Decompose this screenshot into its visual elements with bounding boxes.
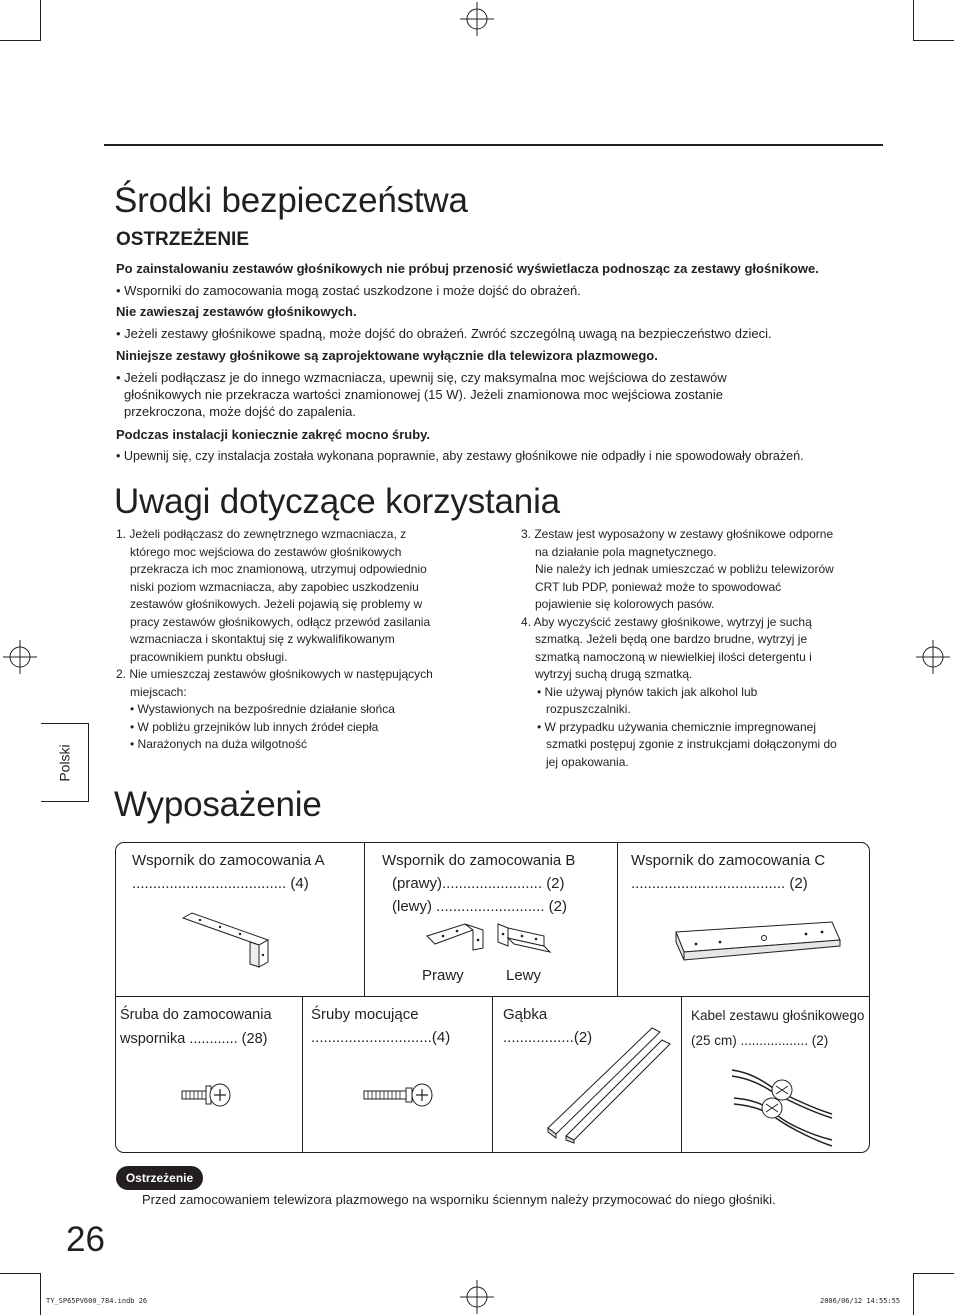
usage-line: CRT lub PDP, ponieważ może to spowodować bbox=[535, 579, 782, 594]
sponge-icon bbox=[544, 1022, 674, 1144]
safety-line: Podczas instalacji koniecznie zakręć mocno śruby. bbox=[116, 427, 431, 442]
table-divider bbox=[492, 996, 493, 1152]
usage-line: szmatką. Jeżeli będą one bardzo brudne, wytrzyj je bbox=[535, 632, 808, 646]
usage-line: pojawienie się kolorowych pasów. bbox=[535, 597, 715, 611]
usage-line: wytrzyj suchą drugą szmatką. bbox=[535, 667, 693, 681]
safety-line: • Jeżeli zestawy głośnikowe spadną, może dojść do obrażeń. Zwróć szczególną uwagą na bezpieczeństwo dzieci. bbox=[116, 326, 772, 341]
safety-line: Niniejsze zestawy głośnikowe są zaprojektowane wyłącznie dla telewizora plazmowego. bbox=[116, 348, 658, 363]
usage-line: miejscach: bbox=[130, 684, 187, 699]
header-rule bbox=[104, 144, 883, 146]
accessory-bracket-c bbox=[631, 849, 825, 895]
usage-left-column bbox=[116, 526, 476, 754]
table-divider bbox=[364, 843, 365, 996]
crop-mark bbox=[40, 1273, 41, 1315]
safety-line: • Wsporniki do zamocowania mogą zostać uszkodzone i może dojść do obrażeń. bbox=[116, 283, 581, 298]
accessories-title: Wyposażenie bbox=[114, 785, 322, 824]
crop-mark bbox=[913, 1273, 954, 1274]
screw-icon bbox=[180, 1080, 234, 1110]
safety-title: Środki bezpieczeństwa bbox=[114, 181, 468, 220]
usage-line: Nie należy ich jednak umieszczać w pobliżu telewizorów bbox=[535, 562, 834, 576]
registration-mark-icon bbox=[460, 1280, 494, 1314]
accessory-qty: .............................(4) bbox=[311, 1029, 451, 1046]
language-tab bbox=[41, 723, 89, 802]
usage-line: wzmacniacza i skontaktuj się z wykwalifikowanym bbox=[130, 632, 395, 646]
usage-line: 2. Nie umieszczaj zestawów głośnikowych w następujących bbox=[116, 667, 433, 681]
accessory-qty-right: (prawy)........................ (2) bbox=[392, 875, 565, 892]
accessory-qty: (25 cm) .................. (2) bbox=[691, 1033, 829, 1048]
usage-line: • W pobliżu grzejników lub innych źródeł ciepła bbox=[130, 719, 379, 734]
warning-heading: OSTRZEŻENIE bbox=[116, 229, 250, 250]
accessory-qty: wspornika ............ (28) bbox=[120, 1031, 268, 1047]
registration-mark-icon bbox=[460, 2, 494, 36]
crop-mark bbox=[913, 0, 914, 41]
safety-line: przekroczona, może dojść do zapalenia. bbox=[124, 404, 356, 419]
safety-line: Po zainstalowaniu zestawów głośnikowych nie próbuj przenosić wyświetlacza podnosząc za zestawy głośnikowe. bbox=[116, 261, 819, 276]
accessory-qty: .................(2) bbox=[503, 1029, 593, 1046]
usage-line: 1. Jeżeli podłączasz do zewnętrznego wzmacniacza, z bbox=[116, 527, 407, 541]
usage-line: • Nie używaj płynów takich jak alkohol lub bbox=[537, 684, 758, 699]
accessory-name: Śruby mocujące bbox=[311, 1006, 419, 1023]
usage-line: rozpuszczalniki. bbox=[546, 702, 631, 716]
bracket-c-icon bbox=[672, 918, 842, 972]
usage-line: • Narażonych na duża wilgotność bbox=[130, 737, 307, 751]
accessory-name: Wspornik do zamocowania C bbox=[631, 852, 826, 869]
caption-left: Lewy bbox=[506, 967, 542, 984]
caption-right: Prawy bbox=[422, 967, 464, 984]
safety-line: Nie zawieszaj zestawów głośnikowych. bbox=[116, 304, 357, 319]
print-slug-file: TY_SP65PV600_784.indb 26 bbox=[46, 1297, 148, 1305]
usage-line: 4. Aby wyczyścić zestawy głośnikowe, wytrzyj je suchą bbox=[521, 614, 812, 629]
crop-mark bbox=[0, 1273, 41, 1274]
crop-mark bbox=[913, 40, 954, 41]
accessory-name: Wspornik do zamocowania B bbox=[382, 852, 576, 869]
usage-right-column bbox=[521, 526, 881, 771]
registration-mark-icon bbox=[3, 640, 37, 674]
accessory-name: Kabel zestawu głośnikowego bbox=[691, 1008, 865, 1023]
registration-mark-icon bbox=[916, 640, 950, 674]
accessory-bracket-a bbox=[132, 849, 325, 895]
usage-line: szmatką namoczoną w niewielkiej ilości detergentu i bbox=[535, 649, 812, 664]
usage-line: pracy zestawów głośnikowych, odłącz przewód zasilania bbox=[130, 614, 431, 629]
accessory-screw bbox=[120, 1003, 272, 1051]
bracket-a-icon bbox=[180, 910, 275, 970]
accessory-name: Wspornik do zamocowania A bbox=[132, 852, 325, 869]
speaker-cable-icon bbox=[728, 1058, 836, 1148]
accessory-bolts bbox=[311, 1003, 450, 1049]
safety-line: • Jeżeli podłączasz je do innego wzmacniacza, upewnij się, czy maksymalna moc wejściowa do zestawów bbox=[116, 370, 727, 385]
usage-line: jej opakowania. bbox=[546, 754, 629, 769]
safety-line: • Upewnij się, czy instalacja została wykonana poprawnie, aby zestawy głośnikowe nie odpadły i nie spowodowały obrażeń. bbox=[116, 449, 804, 463]
caution-text: Przed zamocowaniem telewizora plazmowego na wsporniku ściennym należy przymocować do niego głośniki. bbox=[142, 1192, 776, 1207]
usage-title: Uwagi dotyczące korzystania bbox=[114, 482, 560, 521]
language-tab-label: Polski bbox=[56, 743, 73, 782]
caution-badge: Ostrzeżenie bbox=[116, 1166, 203, 1190]
crop-mark bbox=[913, 1273, 914, 1315]
bracket-b-left-icon bbox=[492, 922, 554, 958]
usage-line: • Wystawionych na bezpośrednie działanie słońca bbox=[130, 702, 395, 716]
table-divider bbox=[681, 996, 682, 1152]
usage-line: • W przypadku używania chemicznie impregnowanej bbox=[537, 719, 816, 734]
accessory-qty: ..................................... (2) bbox=[631, 875, 808, 892]
safety-line: głośnikowych nie przekracza wartości znamionowej (15 W). Jeżeli znamionowa moc wejściowa zostanie bbox=[124, 387, 723, 402]
accessory-name: Śruba do zamocowania bbox=[120, 1007, 272, 1023]
usage-line: na działanie pola magnetycznego. bbox=[535, 544, 717, 559]
usage-line: pracownikiem punktu obsługi. bbox=[130, 649, 288, 664]
usage-line: 3. Zestaw jest wyposażony w zestawy głośnikowe odporne bbox=[521, 527, 834, 541]
crop-mark bbox=[40, 0, 41, 41]
usage-line: niski poziom wzmacniacza, aby zapobiec uszkodzeniu bbox=[130, 579, 419, 594]
accessory-qty-left: (lewy) .......................... (2) bbox=[392, 898, 568, 915]
accessory-name: Gąbka bbox=[503, 1006, 548, 1023]
bracket-b-right-icon bbox=[425, 922, 487, 958]
accessory-cable bbox=[691, 1003, 864, 1053]
accessory-bracket-b bbox=[382, 849, 575, 918]
table-divider bbox=[617, 843, 618, 996]
table-divider bbox=[302, 996, 303, 1152]
usage-line: szmatki postępuj zgonie z instrukcjami dołączonymi do bbox=[546, 737, 837, 751]
print-slug-date: 2006/06/12 14:55:55 bbox=[820, 1297, 901, 1305]
crop-mark bbox=[0, 40, 41, 41]
accessory-qty: ..................................... (4) bbox=[132, 875, 309, 892]
usage-line: zestawów głośnikowych. Jeżeli pojawią się problemy w bbox=[130, 597, 423, 611]
usage-line: przekracza ich moc znamionową, utrzymuj odpowiednio bbox=[130, 562, 427, 576]
page-number: 26 bbox=[66, 1220, 105, 1259]
bolt-icon bbox=[362, 1080, 436, 1110]
usage-line: którego moc wejściowa do zestawów głośnikowych bbox=[130, 544, 402, 559]
